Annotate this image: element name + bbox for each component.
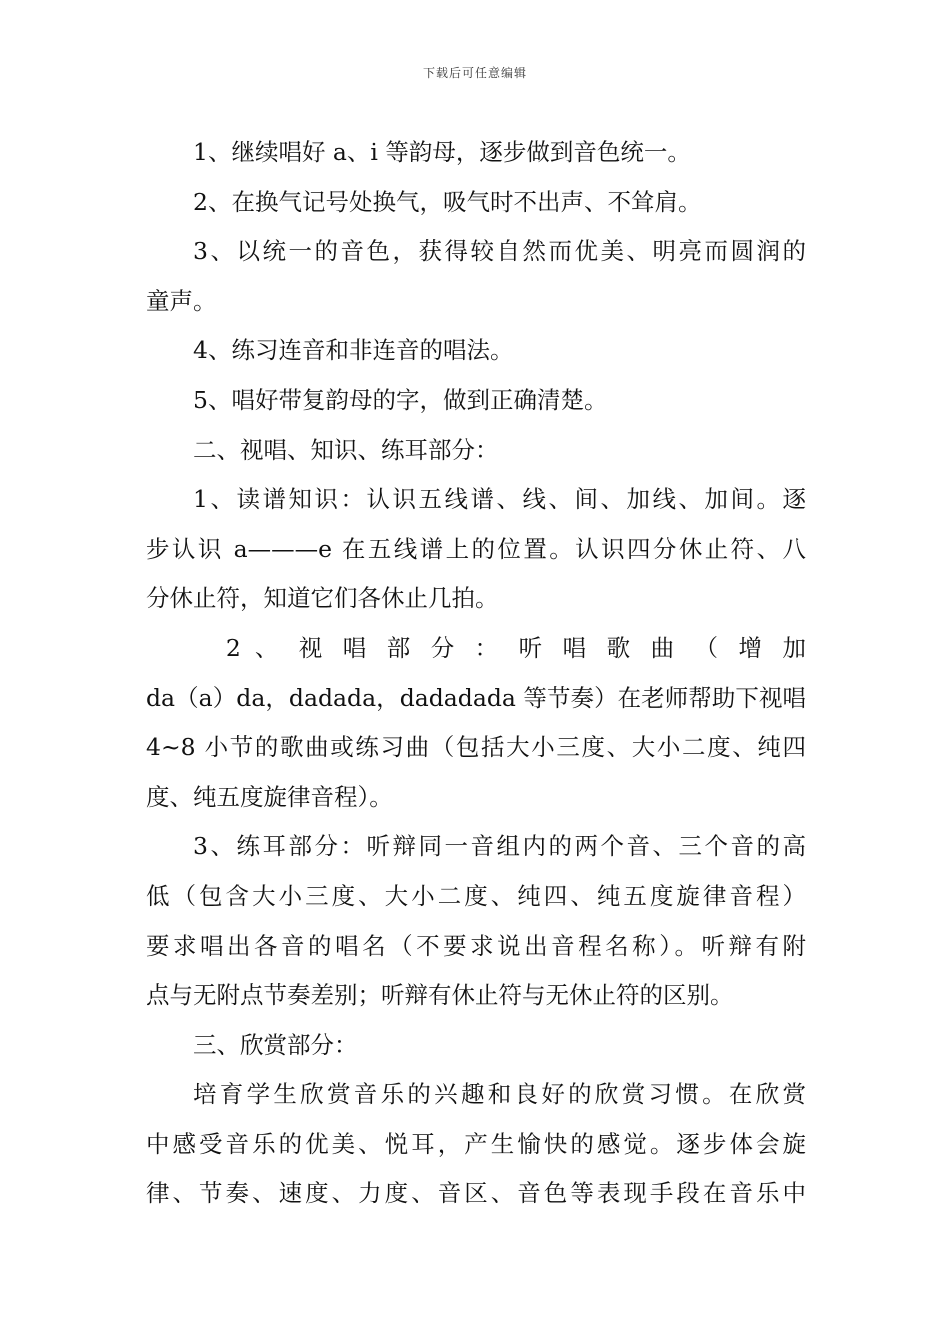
text-line: 律、节奏、速度、力度、音区、音色等表现手段在音乐中 — [146, 1179, 806, 1208]
text-line: 4~8 小节的歌曲或练习曲（包括大小三度、大小二度、纯四 — [146, 733, 806, 762]
paragraph-1 — [146, 128, 806, 178]
paragraph-3 — [146, 227, 806, 326]
text-line: 分休止符，知道它们各休止几拍。 — [146, 584, 499, 613]
text-line: 要求唱出各音的唱名（不要求说出音程名称）。听辩有附 — [146, 931, 806, 960]
section-heading-3 — [146, 1021, 806, 1071]
text-line: 三、欣赏部分： — [193, 1030, 358, 1059]
text-line: 1、继续唱好 a、i 等韵母，逐步做到音色统一。 — [193, 138, 691, 166]
paragraph-5 — [146, 376, 806, 426]
text-line: 5、唱好带复韵母的字，做到正确清楚。 — [193, 385, 608, 414]
document-body — [146, 128, 806, 1219]
text-line: 步认识 a———e 在五线谱上的位置。认识四分休止符、八 — [146, 534, 806, 563]
paragraph-reading-score — [146, 475, 806, 624]
paragraph-2 — [146, 178, 806, 228]
text-line: 1、读谱知识：认识五线谱、线、间、加线、加间。逐 — [193, 485, 806, 514]
text-line: da（a）da，dadada，dadadada 等节奏）在老师帮助下视唱 — [146, 683, 806, 712]
paragraph-sight-singing — [146, 624, 806, 822]
text-line: 2 、 视 唱 部 分 ： 听 唱 歌 曲 （ 增 加 — [225, 633, 806, 662]
section-heading-2 — [146, 426, 806, 476]
text-line: 点与无附点节奏差别；听辩有休止符与无休止符的区别。 — [146, 981, 734, 1010]
text-line: 2、在换气记号处换气，吸气时不出声、不耸肩。 — [193, 187, 702, 216]
page-header: 下载后可任意编辑 — [422, 66, 527, 80]
paragraph-appreciation — [146, 1070, 806, 1219]
text-line: 4、练习连音和非连音的唱法。 — [193, 336, 514, 365]
paragraph-ear-training — [146, 822, 806, 1020]
text-line: 低（包含大小三度、大小二度、纯四、纯五度旋律音程） — [146, 881, 806, 910]
text-line: 中感受音乐的优美、悦耳，产生愉快的感觉。逐步体会旋 — [146, 1129, 806, 1158]
text-line: 度、纯五度旋律音程）。 — [146, 782, 393, 811]
text-line: 培育学生欣赏音乐的兴趣和良好的欣赏习惯。在欣赏 — [193, 1080, 806, 1109]
text-line: 3、练耳部分：听辩同一音组内的两个音、三个音的高 — [193, 832, 806, 861]
paragraph-4 — [146, 326, 806, 376]
text-line: 3、以统一的音色，获得较自然而优美、明亮而圆润的 — [193, 237, 806, 266]
text-line: 童声。 — [146, 286, 217, 315]
text-line: 二、视唱、知识、练耳部分： — [193, 435, 499, 464]
